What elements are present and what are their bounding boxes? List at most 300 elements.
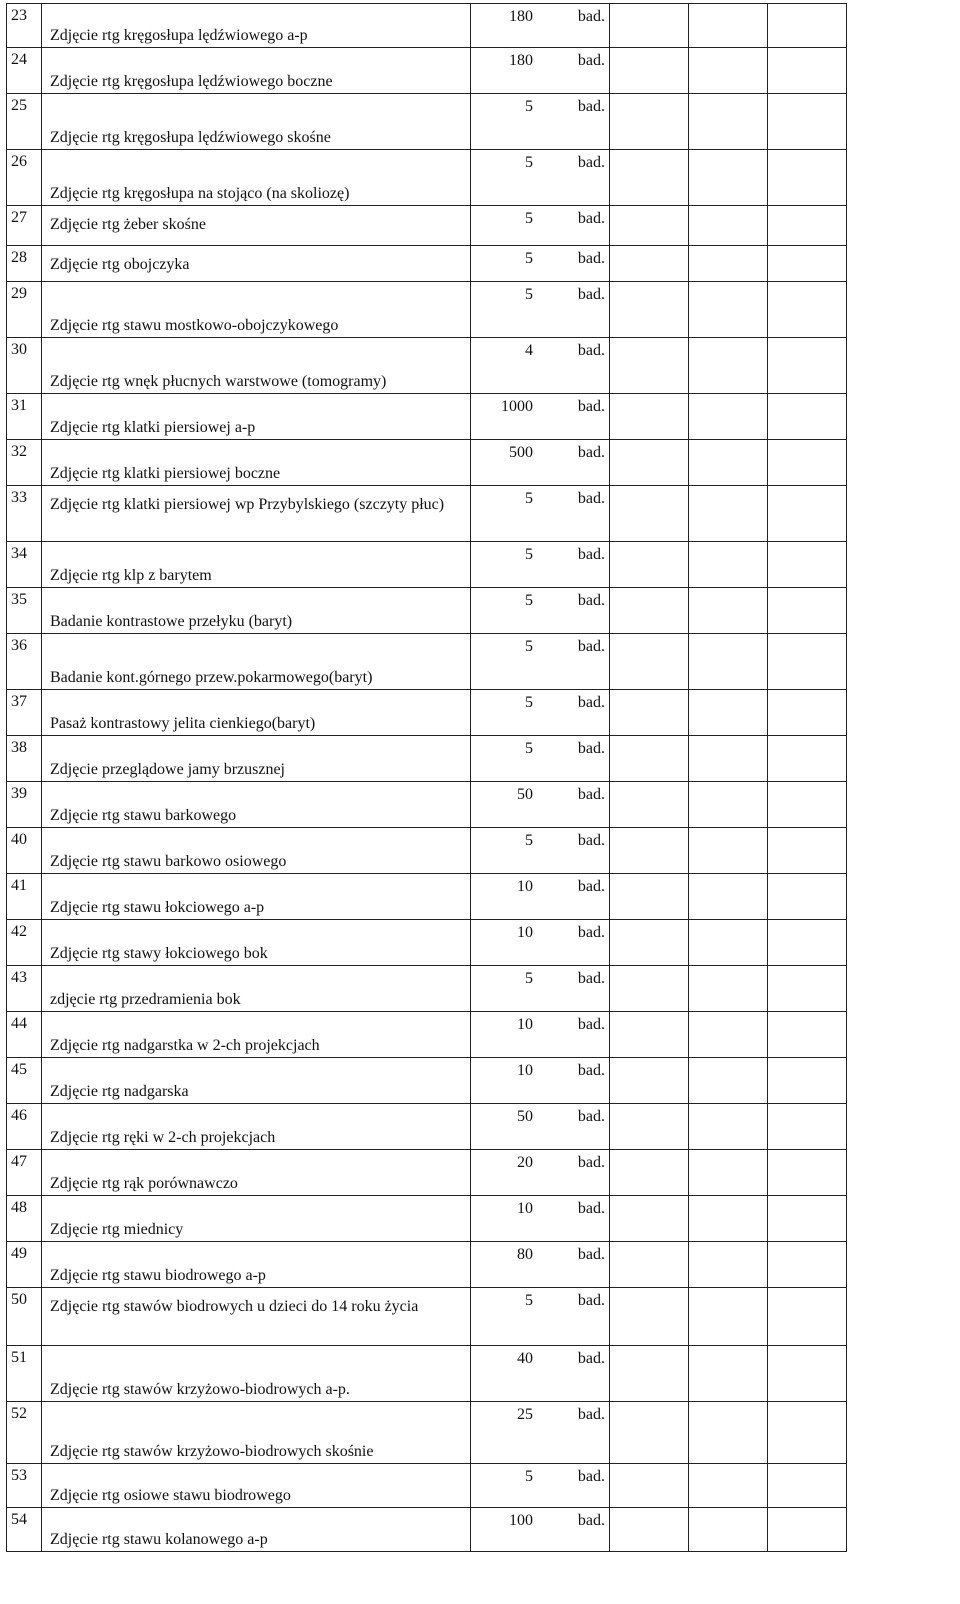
quantity-unit: bad. (577, 638, 605, 655)
empty-price-cell-2 (689, 282, 768, 338)
quantity-value: 40 (517, 1350, 533, 1367)
exam-name-cell (42, 1150, 471, 1196)
quantity-unit: bad. (577, 52, 605, 69)
row-number: 52 (11, 1405, 27, 1422)
empty-price-cell-2 (689, 966, 768, 1012)
row-number-cell (7, 1104, 42, 1150)
quantity-value: 10 (517, 1200, 533, 1217)
exam-name-cell (42, 542, 471, 588)
exam-name: Zdjęcie rtg klatki piersiowej boczne (50, 465, 281, 482)
table-row (7, 94, 847, 150)
quantity-unit: bad. (577, 98, 605, 115)
quantity (477, 968, 605, 989)
empty-price-cell-3 (768, 1058, 847, 1104)
quantity-value: 5 (525, 740, 533, 757)
empty-price-cell-1 (610, 1288, 689, 1346)
exam-name-cell (42, 486, 471, 542)
table-row (7, 1150, 847, 1196)
empty-price-cell-1 (610, 282, 689, 338)
row-number: 41 (11, 877, 27, 894)
quantity-cell (471, 1346, 610, 1402)
exam-name: Zdjęcie rtg miednicy (50, 1221, 184, 1238)
row-number: 26 (11, 153, 27, 170)
table-row (7, 690, 847, 736)
table-row (7, 920, 847, 966)
row-number-cell (7, 94, 42, 150)
empty-price-cell-2 (689, 1464, 768, 1508)
empty-price-cell-1 (610, 440, 689, 486)
quantity-unit: bad. (577, 878, 605, 895)
row-number-cell (7, 690, 42, 736)
quantity-value: 20 (517, 1154, 533, 1171)
row-number: 51 (11, 1349, 27, 1366)
empty-price-cell-3 (768, 1242, 847, 1288)
table-row (7, 634, 847, 690)
empty-price-cell-2 (689, 1346, 768, 1402)
exam-name-cell (42, 1058, 471, 1104)
exam-name-cell (42, 782, 471, 828)
exam-name-cell (42, 246, 471, 282)
row-number: 46 (11, 1107, 27, 1124)
exam-name: Zdjęcie rtg klatki piersiowej wp Przybylskiego (szczyty płuc) (50, 496, 445, 513)
exam-name: Zdjęcie rtg stawów krzyżowo-biodrowych skośnie (50, 1443, 374, 1460)
empty-price-cell-2 (689, 94, 768, 150)
quantity-cell (471, 1104, 610, 1150)
empty-price-cell-1 (610, 94, 689, 150)
quantity (477, 784, 605, 805)
exam-name-cell (42, 4, 471, 48)
empty-price-cell-1 (610, 542, 689, 588)
row-number-cell (7, 48, 42, 94)
empty-price-cell-1 (610, 1242, 689, 1288)
row-number-cell (7, 542, 42, 588)
row-number-cell (7, 1288, 42, 1346)
table-row (7, 246, 847, 282)
table-row (7, 150, 847, 206)
table-row (7, 1288, 847, 1346)
empty-price-cell-2 (689, 828, 768, 874)
row-number: 53 (11, 1467, 27, 1484)
quantity (477, 50, 605, 71)
table-row (7, 48, 847, 94)
quantity-value: 10 (517, 1062, 533, 1079)
quantity (477, 1106, 605, 1127)
empty-price-cell-2 (689, 1242, 768, 1288)
empty-price-cell-3 (768, 736, 847, 782)
empty-price-cell-1 (610, 1150, 689, 1196)
empty-price-cell-3 (768, 1346, 847, 1402)
quantity-cell (471, 634, 610, 690)
quantity-cell (471, 1058, 610, 1104)
table-row (7, 828, 847, 874)
empty-price-cell-3 (768, 966, 847, 1012)
row-number-cell (7, 1012, 42, 1058)
quantity-unit: bad. (577, 924, 605, 941)
quantity-cell (471, 394, 610, 440)
quantity-cell (471, 920, 610, 966)
empty-price-cell-3 (768, 1196, 847, 1242)
quantity-unit: bad. (577, 210, 605, 227)
exam-name: Zdjęcie rtg osiowe stawu biodrowego (50, 1487, 291, 1504)
row-number: 35 (11, 591, 27, 608)
row-number: 48 (11, 1199, 27, 1216)
quantity-value: 50 (517, 786, 533, 803)
quantity-unit: bad. (577, 546, 605, 563)
quantity-value: 5 (525, 694, 533, 711)
table-row (7, 542, 847, 588)
empty-price-cell-3 (768, 246, 847, 282)
quantity-unit: bad. (577, 444, 605, 461)
row-number: 54 (11, 1511, 27, 1528)
quantity-unit: bad. (577, 1350, 605, 1367)
table-row (7, 1402, 847, 1464)
empty-price-cell-1 (610, 588, 689, 634)
empty-price-cell-2 (689, 440, 768, 486)
row-number: 24 (11, 51, 27, 68)
row-number-cell (7, 338, 42, 394)
table-row (7, 1508, 847, 1552)
quantity-unit: bad. (577, 694, 605, 711)
exam-name-cell (42, 1402, 471, 1464)
exam-name-cell (42, 338, 471, 394)
table-row (7, 1346, 847, 1402)
quantity-value: 5 (525, 1468, 533, 1485)
quantity-value: 180 (509, 52, 533, 69)
empty-price-cell-1 (610, 394, 689, 440)
exam-name: Zdjęcie rtg kręgosłupa lędźwiowego a-p (50, 27, 308, 44)
empty-price-cell-1 (610, 1464, 689, 1508)
exam-name-cell (42, 1288, 471, 1346)
quantity-value: 5 (525, 154, 533, 171)
empty-price-cell-3 (768, 1150, 847, 1196)
empty-price-cell-2 (689, 1012, 768, 1058)
empty-price-cell-3 (768, 48, 847, 94)
row-number-cell (7, 828, 42, 874)
exam-name-cell (42, 94, 471, 150)
empty-price-cell-2 (689, 4, 768, 48)
empty-price-cell-1 (610, 206, 689, 246)
empty-price-cell-3 (768, 634, 847, 690)
empty-price-cell-3 (768, 206, 847, 246)
quantity (477, 1348, 605, 1369)
quantity (477, 208, 605, 229)
table-row (7, 1104, 847, 1150)
quantity (477, 1060, 605, 1081)
exam-name-cell (42, 440, 471, 486)
exam-name-cell (42, 1464, 471, 1508)
quantity (477, 830, 605, 851)
quantity (477, 1244, 605, 1265)
quantity (477, 738, 605, 759)
row-number: 42 (11, 923, 27, 940)
exam-name: Zdjęcie rtg stawu łokciowego a-p (50, 899, 265, 916)
exam-name-cell (42, 48, 471, 94)
quantity-value: 100 (509, 1512, 533, 1529)
exam-name-cell (42, 966, 471, 1012)
empty-price-cell-1 (610, 338, 689, 394)
quantity-cell (471, 828, 610, 874)
row-number: 45 (11, 1061, 27, 1078)
exam-name-cell (42, 736, 471, 782)
empty-price-cell-2 (689, 782, 768, 828)
empty-price-cell-2 (689, 920, 768, 966)
quantity-unit: bad. (577, 490, 605, 507)
empty-price-cell-1 (610, 486, 689, 542)
exam-name: Zdjęcie rtg stawu kolanowego a-p (50, 1531, 268, 1548)
exam-name: Zdjęcie rtg stawy łokciowego bok (50, 945, 268, 962)
exam-name: Zdjęcie rtg stawów biodrowych u dzieci do 14 roku życia (50, 1298, 419, 1315)
exam-name: Zdjęcie rtg stawu mostkowo-obojczykowego (50, 317, 339, 334)
empty-price-cell-2 (689, 48, 768, 94)
empty-price-cell-1 (610, 736, 689, 782)
empty-price-cell-1 (610, 828, 689, 874)
row-number: 32 (11, 443, 27, 460)
quantity (477, 876, 605, 897)
quantity-cell (471, 874, 610, 920)
exam-name-cell (42, 1104, 471, 1150)
quantity-unit: bad. (577, 1292, 605, 1309)
quantity (477, 1198, 605, 1219)
empty-price-cell-2 (689, 150, 768, 206)
quantity (477, 1510, 605, 1531)
exam-name-cell (42, 282, 471, 338)
empty-price-cell-2 (689, 1058, 768, 1104)
empty-price-cell-1 (610, 782, 689, 828)
quantity (477, 922, 605, 943)
row-number-cell (7, 440, 42, 486)
row-number: 38 (11, 739, 27, 756)
quantity-unit: bad. (577, 154, 605, 171)
empty-price-cell-1 (610, 966, 689, 1012)
table-body (7, 4, 847, 1552)
quantity-cell (471, 206, 610, 246)
empty-price-cell-3 (768, 1464, 847, 1508)
table-row (7, 1058, 847, 1104)
empty-price-cell-2 (689, 736, 768, 782)
quantity (477, 1466, 605, 1487)
quantity (477, 442, 605, 463)
quantity (477, 544, 605, 565)
row-number-cell (7, 246, 42, 282)
row-number: 23 (11, 7, 27, 24)
row-number-cell (7, 394, 42, 440)
exam-name: Pasaż kontrastowy jelita cienkiego(baryt) (50, 715, 316, 732)
table-row (7, 1012, 847, 1058)
empty-price-cell-1 (610, 874, 689, 920)
row-number-cell (7, 486, 42, 542)
empty-price-cell-2 (689, 1402, 768, 1464)
empty-price-cell-3 (768, 588, 847, 634)
exam-name: Zdjęcie rtg rąk porównawczo (50, 1175, 238, 1192)
empty-price-cell-3 (768, 920, 847, 966)
quantity-unit: bad. (577, 592, 605, 609)
exam-name-cell (42, 150, 471, 206)
exam-name-cell (42, 634, 471, 690)
exam-name: Zdjęcie rtg wnęk płucnych warstwowe (tomogramy) (50, 373, 387, 390)
empty-price-cell-3 (768, 94, 847, 150)
row-number: 27 (11, 209, 27, 226)
exam-name-cell (42, 206, 471, 246)
empty-price-cell-2 (689, 634, 768, 690)
row-number: 37 (11, 693, 27, 710)
row-number-cell (7, 1464, 42, 1508)
quantity-cell (471, 966, 610, 1012)
table-row (7, 4, 847, 48)
row-number-cell (7, 1346, 42, 1402)
empty-price-cell-2 (689, 486, 768, 542)
exam-name: zdjęcie rtg przedramienia bok (50, 991, 241, 1008)
quantity-cell (471, 736, 610, 782)
exam-name: Zdjęcie rtg kręgosłupa lędźwiowego skośne (50, 129, 331, 146)
exam-name: Badanie kontrastowe przełyku (baryt) (50, 613, 293, 630)
quantity-cell (471, 1242, 610, 1288)
quantity (477, 340, 605, 361)
row-number-cell (7, 150, 42, 206)
table-row (7, 440, 847, 486)
empty-price-cell-3 (768, 1508, 847, 1552)
exam-name: Zdjęcie rtg nadgarstka w 2-ch projekcjach (50, 1037, 320, 1054)
table-row (7, 782, 847, 828)
row-number-cell (7, 588, 42, 634)
quantity (477, 248, 605, 269)
empty-price-cell-1 (610, 690, 689, 736)
row-number: 28 (11, 249, 27, 266)
empty-price-cell-1 (610, 246, 689, 282)
quantity-unit: bad. (577, 786, 605, 803)
quantity-value: 5 (525, 832, 533, 849)
empty-price-cell-3 (768, 338, 847, 394)
empty-price-cell-2 (689, 690, 768, 736)
row-number: 31 (11, 397, 27, 414)
exam-name-cell (42, 588, 471, 634)
table-row (7, 394, 847, 440)
row-number-cell (7, 282, 42, 338)
quantity-cell (471, 1402, 610, 1464)
quantity (477, 590, 605, 611)
row-number-cell (7, 966, 42, 1012)
empty-price-cell-3 (768, 1104, 847, 1150)
exam-name: Zdjęcie rtg klatki piersiowej a-p (50, 419, 256, 436)
table-row (7, 588, 847, 634)
quantity-unit: bad. (577, 1016, 605, 1033)
empty-price-cell-2 (689, 1150, 768, 1196)
empty-price-cell-1 (610, 1346, 689, 1402)
empty-price-cell-1 (610, 920, 689, 966)
table-row (7, 736, 847, 782)
quantity-value: 5 (525, 638, 533, 655)
quantity-value: 10 (517, 1016, 533, 1033)
radiology-items-table (6, 3, 847, 1552)
quantity-cell (471, 1464, 610, 1508)
quantity-cell (471, 1150, 610, 1196)
row-number-cell (7, 206, 42, 246)
table-row (7, 1464, 847, 1508)
empty-price-cell-3 (768, 486, 847, 542)
quantity-unit: bad. (577, 832, 605, 849)
quantity-cell (471, 1196, 610, 1242)
exam-name-cell (42, 1508, 471, 1552)
exam-name: Zdjęcie rtg klp z barytem (50, 567, 212, 584)
quantity-cell (471, 690, 610, 736)
exam-name-cell (42, 920, 471, 966)
exam-name: Zdjęcie przeglądowe jamy brzusznej (50, 761, 285, 778)
exam-name: Zdjęcie rtg ręki w 2-ch projekcjach (50, 1129, 276, 1146)
quantity-unit: bad. (577, 1154, 605, 1171)
empty-price-cell-3 (768, 440, 847, 486)
quantity-value: 5 (525, 250, 533, 267)
quantity (477, 152, 605, 173)
table-row (7, 282, 847, 338)
exam-name-cell (42, 1346, 471, 1402)
empty-price-cell-3 (768, 542, 847, 588)
empty-price-cell-1 (610, 1058, 689, 1104)
quantity (477, 96, 605, 117)
row-number: 40 (11, 831, 27, 848)
table-row (7, 338, 847, 394)
quantity-value: 4 (525, 342, 533, 359)
row-number: 30 (11, 341, 27, 358)
quantity-cell (471, 440, 610, 486)
quantity-value: 10 (517, 924, 533, 941)
exam-name-cell (42, 828, 471, 874)
empty-price-cell-1 (610, 1196, 689, 1242)
empty-price-cell-3 (768, 1012, 847, 1058)
quantity-value: 50 (517, 1108, 533, 1125)
quantity (477, 6, 605, 27)
exam-name: Zdjęcie rtg nadgarska (50, 1083, 189, 1100)
quantity-value: 5 (525, 98, 533, 115)
table-row (7, 966, 847, 1012)
exam-name-cell (42, 690, 471, 736)
empty-price-cell-1 (610, 1402, 689, 1464)
quantity-unit: bad. (577, 286, 605, 303)
quantity-value: 25 (517, 1406, 533, 1423)
quantity (477, 488, 605, 509)
row-number-cell (7, 874, 42, 920)
exam-name: Badanie kont.górnego przew.pokarmowego(baryt) (50, 669, 373, 686)
quantity (477, 1290, 605, 1311)
empty-price-cell-2 (689, 206, 768, 246)
row-number: 39 (11, 785, 27, 802)
empty-price-cell-2 (689, 1288, 768, 1346)
empty-price-cell-1 (610, 48, 689, 94)
quantity-unit: bad. (577, 1468, 605, 1485)
row-number-cell (7, 1242, 42, 1288)
quantity-cell (471, 94, 610, 150)
quantity-unit: bad. (577, 250, 605, 267)
quantity-cell (471, 338, 610, 394)
row-number-cell (7, 736, 42, 782)
row-number-cell (7, 1508, 42, 1552)
empty-price-cell-1 (610, 150, 689, 206)
quantity-unit: bad. (577, 740, 605, 757)
quantity (477, 396, 605, 417)
empty-price-cell-3 (768, 690, 847, 736)
quantity-value: 5 (525, 592, 533, 609)
exam-name-cell (42, 1012, 471, 1058)
empty-price-cell-3 (768, 394, 847, 440)
quantity-unit: bad. (577, 1062, 605, 1079)
empty-price-cell-2 (689, 394, 768, 440)
quantity (477, 1152, 605, 1173)
quantity-value: 5 (525, 970, 533, 987)
row-number-cell (7, 1150, 42, 1196)
quantity-value: 5 (525, 490, 533, 507)
quantity-value: 5 (525, 546, 533, 563)
quantity-cell (471, 588, 610, 634)
empty-price-cell-1 (610, 1104, 689, 1150)
quantity-cell (471, 542, 610, 588)
